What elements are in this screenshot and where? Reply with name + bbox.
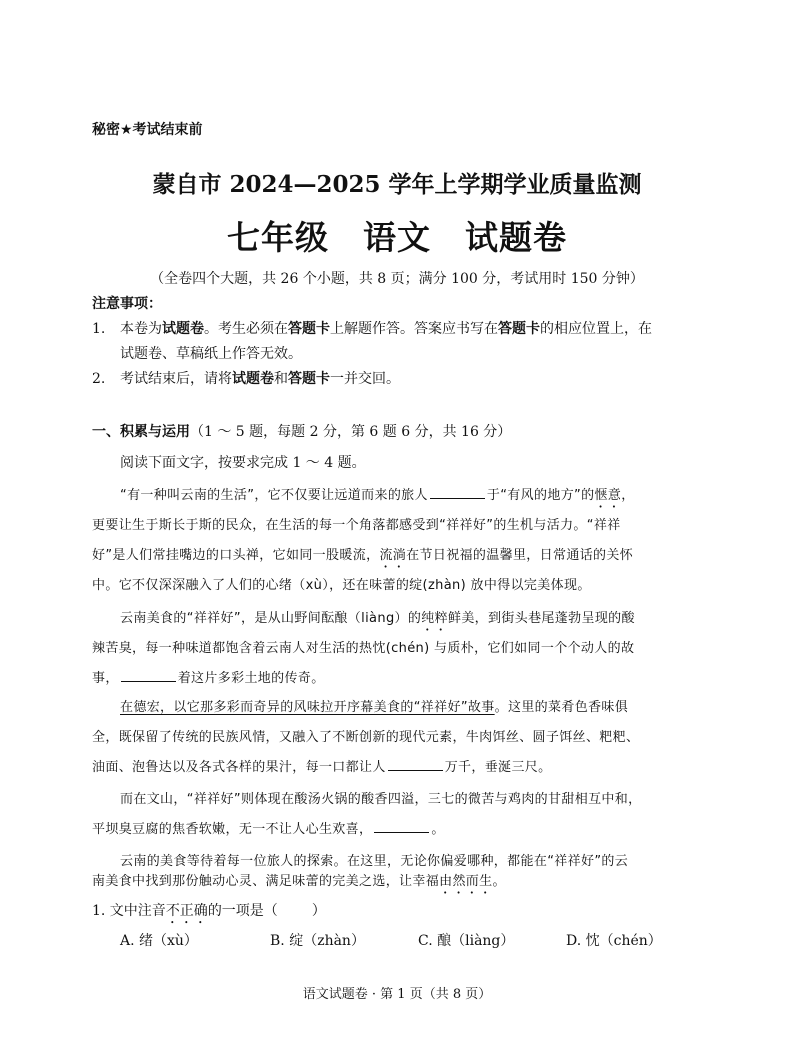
exam-title: 蒙自市 2024—2025 学年上学期学业质量监测 (152, 171, 642, 198)
note-text: 考试结束后，请将 (120, 371, 232, 387)
passage-text: ， (621, 488, 635, 503)
emphasized-word: 纯粹 (421, 611, 448, 626)
note-bold: 答题卡 (288, 321, 330, 337)
passage-line-3 (92, 544, 633, 571)
section-instruction: 阅读下面文字，按要求完成 1 ～ 4 题。 (120, 455, 366, 471)
passage-line-5 (120, 607, 635, 634)
section-title: 一、积累与运用 (92, 424, 190, 440)
note-bold: 试题卷 (232, 371, 274, 387)
passage-line-12 (92, 818, 445, 837)
passage-line-2: 更要让生于斯长于斯的民众，在生活的每一个角落都感受到“祥祥好”的生机与活力。“祥祥 (92, 518, 621, 533)
passage-text: 云南美食的“祥祥好”，是从山野间酝酿（liàng）的 (120, 611, 422, 626)
passage-text: 鲜美，到街头巷尾蓬勃呈现的酸 (447, 611, 635, 626)
question-text: 的一项是（ (207, 903, 278, 919)
note-text: 本卷为 (120, 321, 162, 337)
passage-text: 万千，垂涎三尺。 (444, 760, 552, 775)
note-text: 上解题作答。答案应书写在 (330, 321, 498, 337)
passage-line-9: 全，既保留了传统的民族风情，又融入了不断创新的现代元素，牛肉饵丝、圆子饵丝、粑粑、 (92, 730, 640, 745)
passage-line-11: 而在文山，“祥祥好”则体现在酸汤火锅的酸香四溢，三七的微苦与鸡肉的甘甜相互中和， (120, 792, 642, 807)
confidential-label: 秘密★考试结束前 (92, 122, 203, 138)
section-info: （1 ～ 5 题，每题 2 分，第 6 题 6 分，共 16 分） (190, 424, 512, 440)
question-text: 1. 文中注音 (92, 903, 166, 919)
option-d: D. 忱（chén） (566, 933, 662, 949)
passage-line-7 (92, 667, 325, 686)
notes-heading: 注意事项： (92, 296, 162, 312)
note-text: 一并交回。 (330, 371, 400, 387)
option-c: C. 酿（liàng） (418, 933, 515, 949)
question-text: ） (311, 903, 326, 919)
note-bold: 答题卡 (498, 321, 540, 337)
passage-line-14 (92, 870, 506, 897)
note-bold: 答题卡 (288, 371, 330, 387)
passage-text: 油面、泡鲁达以及各式各样的果汁，每一口都让人 (92, 760, 386, 775)
underlined-sentence: 在德宏，以它那多彩而奇异的风味拉开序幕美食的“祥祥好”故事 (120, 700, 495, 715)
note-bold: 试题卷 (162, 321, 204, 337)
emphasized-word: 流淌 (379, 548, 407, 563)
note-2 (92, 368, 400, 388)
option-a: A. 绪（xù） (120, 933, 198, 949)
page-footer: 语文试题卷 · 第 1 页（共 8 页） (302, 987, 492, 1002)
passage-text: 在节日祝福的温馨里，日常通话的关怀 (406, 548, 634, 563)
fill-blank (374, 820, 429, 833)
passage-line-1 (120, 484, 635, 511)
passage-text: 南美食中找到那份触动心灵、满足味蕾的完美之选，让幸福 (92, 874, 440, 889)
emphasized-word: 惬意 (594, 488, 622, 503)
section-1-heading (92, 421, 511, 441)
exam-info: （全卷四个大题，共 26 个小题，共 8 页；满分 100 分，考试用时 150 分钟） (150, 271, 644, 287)
note-text: 的相应位置上，在 (540, 321, 652, 337)
fill-blank (430, 486, 485, 499)
passage-text: 于“有风的地方”的 (486, 488, 595, 503)
note-number: 2. (92, 371, 106, 387)
passage-text: “有一种叫云南的生活”，它不仅要让远道而来的旅人 (120, 488, 428, 503)
note-1 (92, 318, 652, 338)
passage-text: 平坝臭豆腐的焦香软嫩，无一不让人心生欢喜， (92, 822, 373, 837)
emphasized-word: 不正确 (165, 903, 208, 919)
fill-blank (121, 669, 176, 682)
passage-line-8 (120, 696, 628, 715)
emphasized-word: 由然而生 (439, 874, 493, 889)
note-number: 1. (92, 321, 106, 337)
exam-subtitle: 七年级 语文 试题卷 (227, 218, 567, 257)
note-text: 。考生必须在 (204, 321, 288, 337)
passage-line-10 (92, 756, 552, 775)
fill-blank (388, 758, 443, 771)
passage-text: 着这片多彩土地的传奇。 (177, 671, 325, 686)
passage-text: 好”是人们常挂嘴边的口头禅，它如同一股暖流， (92, 548, 380, 563)
question-1-stem (92, 900, 326, 927)
note-1-line2: 试题卷、草稿纸上作答无效。 (120, 346, 302, 362)
passage-text: 。 (492, 874, 506, 889)
passage-line-13: 云南的美食等待着每一位旅人的探索。在这里，无论你偏爱哪种，都能在“祥祥好”的云 (120, 854, 629, 869)
passage-text: 事， (92, 671, 119, 686)
note-text: 和 (274, 371, 288, 387)
passage-text: 。 (431, 822, 445, 837)
passage-line-6: 辣苦臭，每一种味道都饱含着云南人对生活的热忱(chén) 与质朴，它们如同一个个动人的故 (92, 641, 635, 656)
option-b: B. 绽（zhàn） (270, 933, 365, 949)
passage-line-4: 中。它不仅深深融入了人们的心绪（xù），还在味蕾的绽(zhàn) 放中得以完美体现。 (92, 578, 591, 593)
passage-text: 。这里的菜肴色香味俱 (494, 700, 629, 715)
